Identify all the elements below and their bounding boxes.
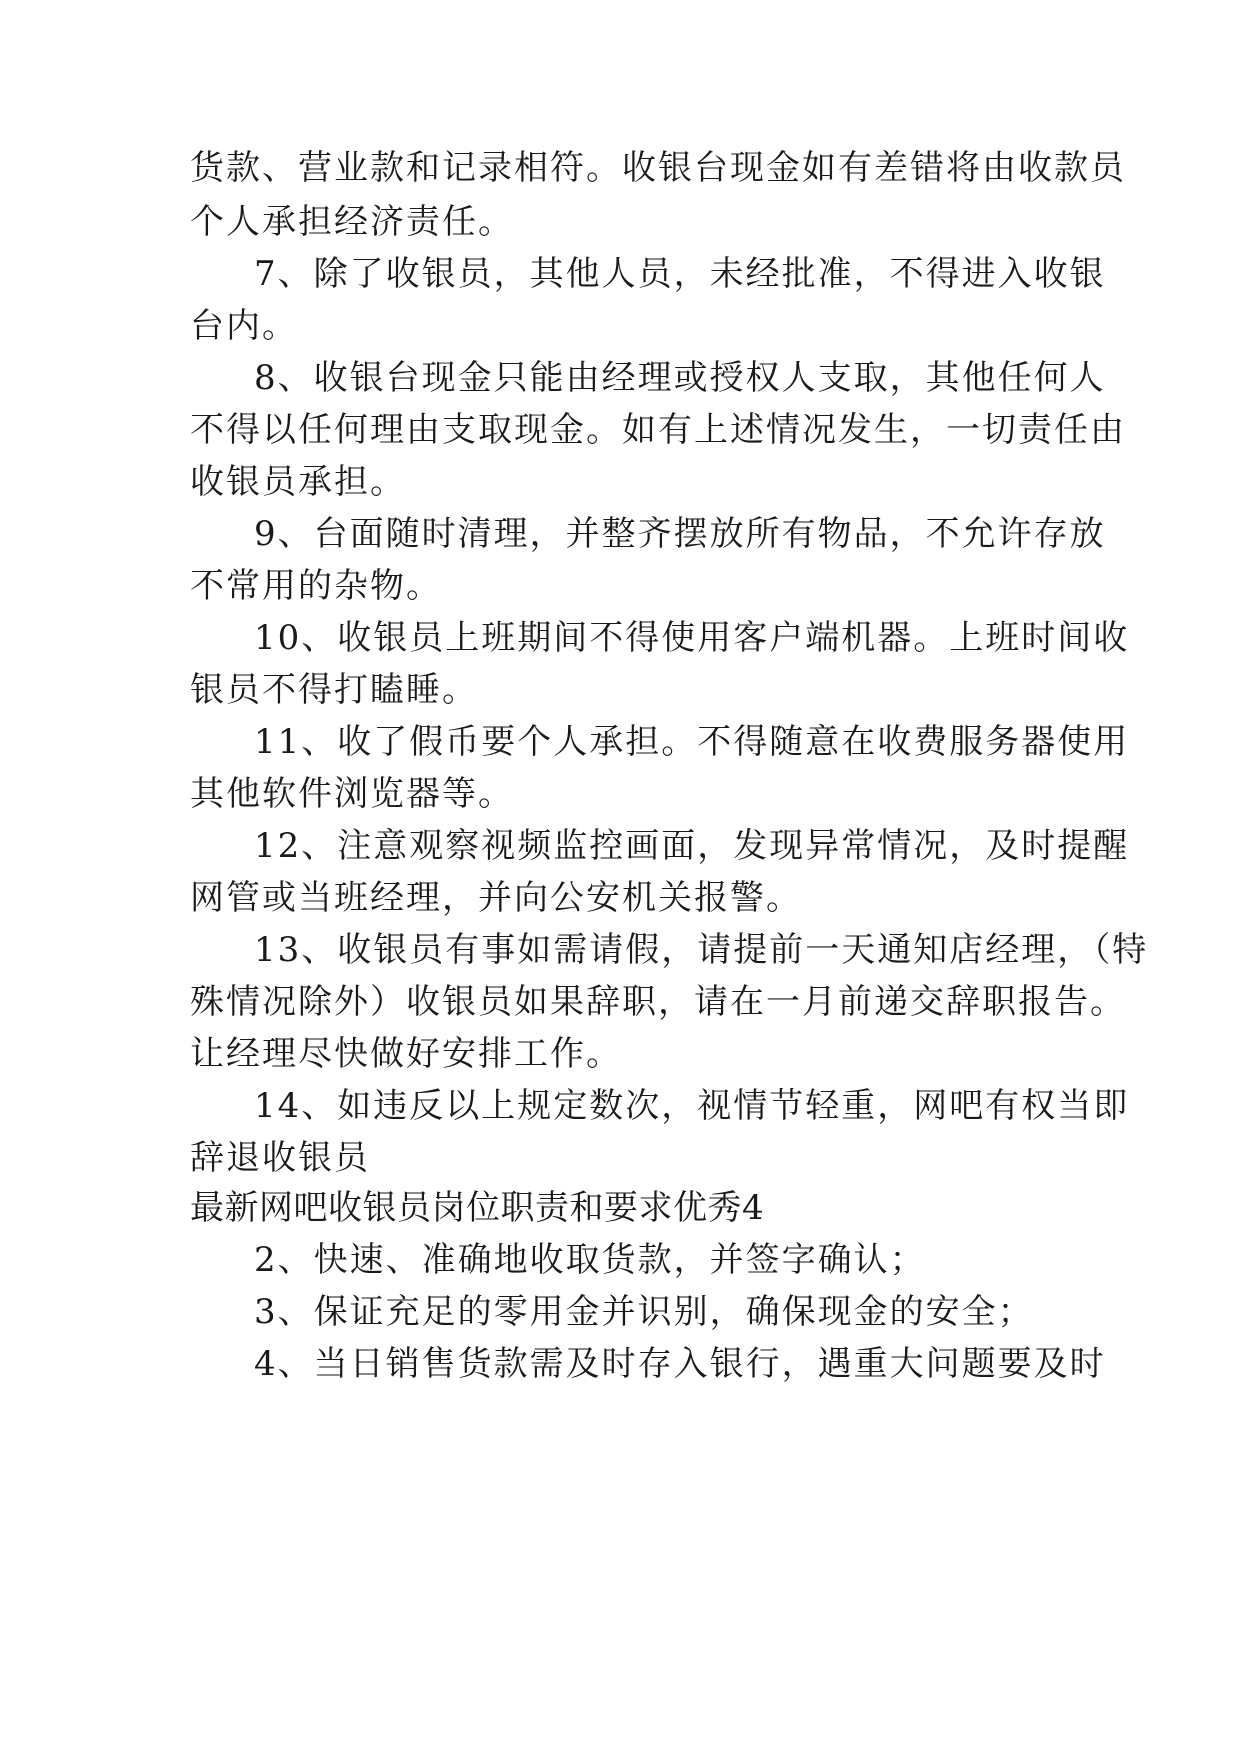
section-heading: 最新网吧收银员岗位职责和要求优秀4: [190, 1188, 765, 1228]
text-line: 不得以任何理由支取现金。如有上述情况发生，一切责任由: [190, 410, 1126, 450]
text-line: 不常用的杂物。: [190, 566, 442, 606]
text-line: 7、除了收银员，其他人员，未经批准，不得进入收银: [254, 254, 1106, 294]
text-line: 台内。: [190, 306, 298, 346]
text-line: 2、快速、准确地收取货款，并签字确认；: [254, 1240, 926, 1280]
text-line: 4、当日销售货款需及时存入银行，遇重大问题要及时: [254, 1344, 1106, 1384]
text-line: 3、保证充足的零用金并识别，确保现金的安全；: [254, 1292, 1034, 1332]
text-line: 个人承担经济责任。: [190, 202, 514, 242]
text-line: 殊情况除外）收银员如果辞职，请在一月前递交辞职报告。: [190, 982, 1126, 1022]
text-line: 12、注意观察视频监控画面，发现异常情况，及时提醒: [254, 826, 1130, 866]
text-line: 10、收银员上班期间不得使用客户端机器。上班时间收: [254, 618, 1130, 658]
text-line: 货款、营业款和记录相符。收银台现金如有差错将由收款员: [190, 148, 1126, 188]
text-line: 银员不得打瞌睡。: [190, 670, 478, 710]
text-line: 14、如违反以上规定数次，视情节轻重，网吧有权当即: [254, 1086, 1130, 1126]
text-line: 13、收银员有事如需请假，请提前一天通知店经理，（特: [254, 930, 1149, 970]
text-line: 8、收银台现金只能由经理或授权人支取，其他任何人: [254, 358, 1106, 398]
text-line: 辞退收银员: [190, 1138, 370, 1178]
text-line: 让经理尽快做好安排工作。: [190, 1034, 622, 1074]
text-line: 9、台面随时清理，并整齐摆放所有物品，不允许存放: [254, 514, 1106, 554]
text-line: 其他软件浏览器等。: [190, 774, 514, 814]
text-line: 网管或当班经理，并向公安机关报警。: [190, 878, 802, 918]
text-line: 收银员承担。: [190, 462, 406, 502]
text-line: 11、收了假币要个人承担。不得随意在收费服务器使用: [254, 722, 1130, 762]
